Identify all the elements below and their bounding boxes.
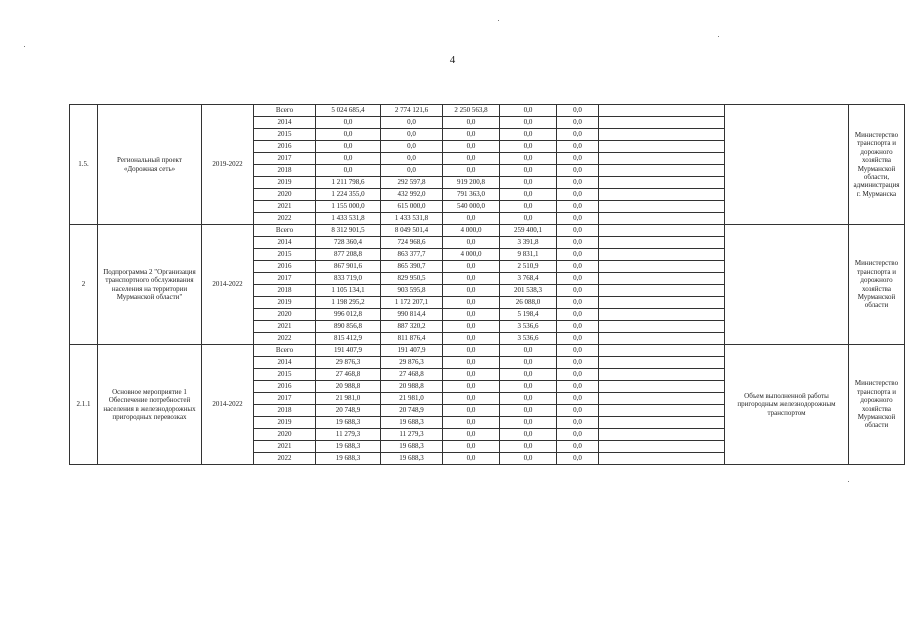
amount-federal: 540 000,0	[443, 201, 500, 213]
amount-regional: 19 688,3	[381, 441, 443, 453]
row-label: 2018	[254, 285, 316, 297]
row-label: 2015	[254, 129, 316, 141]
amount-total: 877 208,8	[316, 249, 381, 261]
amount-total: 1 433 531,8	[316, 213, 381, 225]
amount-regional: 615 000,0	[381, 201, 443, 213]
amount-regional: 11 279,3	[381, 429, 443, 441]
amount-local: 0,0	[500, 117, 557, 129]
table-body	[70, 105, 905, 465]
page-number: 4	[449, 54, 456, 66]
row-label: 2017	[254, 393, 316, 405]
amount-local: 0,0	[500, 213, 557, 225]
amount-local: 5 198,4	[500, 309, 557, 321]
amount-local: 0,0	[500, 177, 557, 189]
amount-local: 0,0	[500, 369, 557, 381]
blank-cell	[599, 225, 725, 237]
amount-regional: 292 597,8	[381, 177, 443, 189]
amount-federal: 0,0	[443, 273, 500, 285]
amount-local: 26 088,0	[500, 297, 557, 309]
amount-regional: 191 407,9	[381, 345, 443, 357]
amount-federal: 0,0	[443, 405, 500, 417]
amount-federal: 0,0	[443, 237, 500, 249]
scan-speck	[498, 20, 499, 21]
blank-cell	[599, 417, 725, 429]
blank-cell	[599, 141, 725, 153]
amount-federal: 0,0	[443, 129, 500, 141]
amount-local: 0,0	[500, 153, 557, 165]
amount-other: 0,0	[557, 237, 599, 249]
amount-total: 0,0	[316, 141, 381, 153]
amount-federal: 0,0	[443, 285, 500, 297]
amount-local: 3 768,4	[500, 273, 557, 285]
executor-cell: Министерство транспорта и дорожного хозяйства Мурманской области	[849, 225, 905, 345]
row-label: Всего	[254, 105, 316, 117]
amount-regional: 829 950,5	[381, 273, 443, 285]
amount-other: 0,0	[557, 189, 599, 201]
blank-cell	[599, 369, 725, 381]
amount-local: 0,0	[500, 141, 557, 153]
amount-total: 5 024 685,4	[316, 105, 381, 117]
amount-federal: 0,0	[443, 165, 500, 177]
amount-federal: 0,0	[443, 441, 500, 453]
blank-cell	[599, 237, 725, 249]
amount-federal: 0,0	[443, 393, 500, 405]
blank-cell	[599, 405, 725, 417]
amount-other: 0,0	[557, 249, 599, 261]
amount-total: 191 407,9	[316, 345, 381, 357]
amount-local: 0,0	[500, 129, 557, 141]
amount-total: 728 360,4	[316, 237, 381, 249]
amount-federal: 0,0	[443, 309, 500, 321]
blank-cell	[599, 201, 725, 213]
amount-other: 0,0	[557, 129, 599, 141]
scan-speck	[848, 481, 849, 482]
amount-total: 21 981,0	[316, 393, 381, 405]
row-label: 2020	[254, 309, 316, 321]
amount-total: 890 856,8	[316, 321, 381, 333]
amount-local: 0,0	[500, 405, 557, 417]
amount-total: 0,0	[316, 117, 381, 129]
amount-total: 29 876,3	[316, 357, 381, 369]
amount-other: 0,0	[557, 393, 599, 405]
executor-cell: Министерство транспорта и дорожного хозяйства Мурманской области	[849, 345, 905, 465]
amount-federal: 0,0	[443, 381, 500, 393]
amount-federal: 2 250 563,8	[443, 105, 500, 117]
amount-other: 0,0	[557, 381, 599, 393]
amount-federal: 0,0	[443, 117, 500, 129]
section-period: 2014-2022	[202, 345, 254, 465]
amount-federal: 0,0	[443, 213, 500, 225]
amount-local: 3 536,6	[500, 321, 557, 333]
amount-federal: 4 000,0	[443, 225, 500, 237]
amount-local: 0,0	[500, 441, 557, 453]
amount-local: 0,0	[500, 357, 557, 369]
amount-other: 0,0	[557, 117, 599, 129]
blank-cell	[599, 261, 725, 273]
blank-cell	[599, 321, 725, 333]
row-label: 2018	[254, 165, 316, 177]
amount-other: 0,0	[557, 273, 599, 285]
amount-regional: 20 748,9	[381, 405, 443, 417]
row-label: 2017	[254, 273, 316, 285]
section-number: 2	[70, 225, 98, 345]
amount-federal: 0,0	[443, 345, 500, 357]
amount-regional: 0,0	[381, 129, 443, 141]
blank-cell	[599, 153, 725, 165]
amount-total: 1 224 355,0	[316, 189, 381, 201]
amount-local: 0,0	[500, 429, 557, 441]
section-name: Подпрограмма 2 "Организация транспортного обслуживания населения на территории Мурманской области"	[98, 225, 202, 345]
amount-total: 19 688,3	[316, 417, 381, 429]
blank-cell	[599, 333, 725, 345]
indicator-cell: Объем выполненной работы пригородным железнодорожным транспортом	[725, 345, 849, 465]
amount-total: 815 412,9	[316, 333, 381, 345]
amount-regional: 903 595,8	[381, 285, 443, 297]
amount-other: 0,0	[557, 309, 599, 321]
section-period: 2019-2022	[202, 105, 254, 225]
amount-other: 0,0	[557, 405, 599, 417]
blank-cell	[599, 441, 725, 453]
amount-total: 867 901,6	[316, 261, 381, 273]
amount-federal: 0,0	[443, 261, 500, 273]
table-row	[70, 105, 905, 117]
amount-federal: 0,0	[443, 141, 500, 153]
amount-total: 1 198 295,2	[316, 297, 381, 309]
amount-other: 0,0	[557, 417, 599, 429]
amount-other: 0,0	[557, 369, 599, 381]
amount-regional: 724 968,6	[381, 237, 443, 249]
blank-cell	[599, 165, 725, 177]
amount-other: 0,0	[557, 285, 599, 297]
row-label: 2016	[254, 141, 316, 153]
amount-total: 20 748,9	[316, 405, 381, 417]
amount-regional: 811 876,4	[381, 333, 443, 345]
amount-local: 201 538,3	[500, 285, 557, 297]
amount-regional: 0,0	[381, 165, 443, 177]
amount-regional: 887 320,2	[381, 321, 443, 333]
amount-local: 0,0	[500, 105, 557, 117]
blank-cell	[599, 213, 725, 225]
row-label: 2016	[254, 381, 316, 393]
amount-federal: 0,0	[443, 321, 500, 333]
amount-other: 0,0	[557, 261, 599, 273]
row-label: 2018	[254, 405, 316, 417]
amount-other: 0,0	[557, 357, 599, 369]
amount-federal: 4 000,0	[443, 249, 500, 261]
amount-regional: 1 172 207,1	[381, 297, 443, 309]
amount-federal: 0,0	[443, 453, 500, 465]
amount-regional: 29 876,3	[381, 357, 443, 369]
row-label: 2015	[254, 249, 316, 261]
blank-cell	[599, 357, 725, 369]
amount-federal: 0,0	[443, 369, 500, 381]
amount-regional: 27 468,8	[381, 369, 443, 381]
blank-cell	[599, 189, 725, 201]
amount-other: 0,0	[557, 165, 599, 177]
amount-federal: 791 363,0	[443, 189, 500, 201]
amount-total: 1 211 798,6	[316, 177, 381, 189]
funding-table	[69, 104, 905, 465]
amount-other: 0,0	[557, 333, 599, 345]
amount-federal: 0,0	[443, 333, 500, 345]
amount-local: 0,0	[500, 345, 557, 357]
amount-regional: 0,0	[381, 141, 443, 153]
amount-total: 8 312 901,5	[316, 225, 381, 237]
blank-cell	[599, 453, 725, 465]
row-label: 2021	[254, 441, 316, 453]
row-label: 2014	[254, 357, 316, 369]
blank-cell	[599, 177, 725, 189]
amount-total: 833 719,0	[316, 273, 381, 285]
blank-cell	[599, 429, 725, 441]
row-label: 2019	[254, 297, 316, 309]
section-number: 2.1.1	[70, 345, 98, 465]
blank-cell	[599, 381, 725, 393]
amount-regional: 21 981,0	[381, 393, 443, 405]
amount-total: 0,0	[316, 165, 381, 177]
row-label: 2016	[254, 261, 316, 273]
amount-local: 0,0	[500, 189, 557, 201]
row-label: 2020	[254, 429, 316, 441]
table-row	[70, 225, 905, 237]
amount-regional: 1 433 531,8	[381, 213, 443, 225]
amount-regional: 20 988,8	[381, 381, 443, 393]
row-label: 2021	[254, 201, 316, 213]
amount-federal: 0,0	[443, 429, 500, 441]
amount-other: 0,0	[557, 105, 599, 117]
row-label: 2014	[254, 117, 316, 129]
blank-cell	[599, 285, 725, 297]
amount-other: 0,0	[557, 141, 599, 153]
amount-regional: 19 688,3	[381, 453, 443, 465]
amount-local: 0,0	[500, 201, 557, 213]
amount-total: 19 688,3	[316, 453, 381, 465]
amount-total: 20 988,8	[316, 381, 381, 393]
executor-cell: Министерство транспорта и дорожного хозяйства Мурманской области, администрация г. Мурманска	[849, 105, 905, 225]
amount-other: 0,0	[557, 453, 599, 465]
row-label: 2019	[254, 417, 316, 429]
blank-cell	[599, 309, 725, 321]
amount-total: 1 105 134,1	[316, 285, 381, 297]
section-period: 2014-2022	[202, 225, 254, 345]
blank-cell	[599, 129, 725, 141]
amount-local: 0,0	[500, 393, 557, 405]
amount-regional: 0,0	[381, 117, 443, 129]
section-number: 1.5.	[70, 105, 98, 225]
amount-other: 0,0	[557, 201, 599, 213]
amount-other: 0,0	[557, 177, 599, 189]
row-label: 2021	[254, 321, 316, 333]
blank-cell	[599, 393, 725, 405]
amount-regional: 8 049 501,4	[381, 225, 443, 237]
amount-other: 0,0	[557, 429, 599, 441]
amount-regional: 432 992,0	[381, 189, 443, 201]
amount-other: 0,0	[557, 153, 599, 165]
row-label: 2014	[254, 237, 316, 249]
amount-regional: 990 814,4	[381, 309, 443, 321]
amount-total: 0,0	[316, 153, 381, 165]
amount-local: 3 536,6	[500, 333, 557, 345]
blank-cell	[599, 249, 725, 261]
amount-federal: 919 200,8	[443, 177, 500, 189]
amount-regional: 863 377,7	[381, 249, 443, 261]
section-name: Основное мероприятие 1 Обеспечение потребностей населения в железнодорожных пригородных перевозках	[98, 345, 202, 465]
indicator-cell	[725, 105, 849, 225]
scan-speck	[24, 46, 25, 47]
row-label: 2017	[254, 153, 316, 165]
row-label: 2019	[254, 177, 316, 189]
indicator-cell	[725, 225, 849, 345]
blank-cell	[599, 297, 725, 309]
amount-other: 0,0	[557, 213, 599, 225]
amount-local: 3 391,8	[500, 237, 557, 249]
blank-cell	[599, 117, 725, 129]
amount-total: 19 688,3	[316, 441, 381, 453]
row-label: 2022	[254, 453, 316, 465]
amount-federal: 0,0	[443, 417, 500, 429]
amount-other: 0,0	[557, 297, 599, 309]
amount-regional: 0,0	[381, 153, 443, 165]
amount-regional: 19 688,3	[381, 417, 443, 429]
amount-regional: 865 390,7	[381, 261, 443, 273]
amount-local: 9 831,1	[500, 249, 557, 261]
amount-total: 996 012,8	[316, 309, 381, 321]
row-label: 2022	[254, 213, 316, 225]
blank-cell	[599, 345, 725, 357]
amount-federal: 0,0	[443, 297, 500, 309]
amount-local: 0,0	[500, 165, 557, 177]
amount-total: 27 468,8	[316, 369, 381, 381]
amount-other: 0,0	[557, 321, 599, 333]
blank-cell	[599, 273, 725, 285]
section-name: Региональный проект «Дорожная сеть»	[98, 105, 202, 225]
row-label: 2022	[254, 333, 316, 345]
row-label: Всего	[254, 225, 316, 237]
scan-speck	[718, 36, 719, 37]
amount-local: 259 400,1	[500, 225, 557, 237]
table-row	[70, 345, 905, 357]
amount-other: 0,0	[557, 345, 599, 357]
amount-total: 1 155 000,0	[316, 201, 381, 213]
amount-federal: 0,0	[443, 357, 500, 369]
amount-local: 2 510,9	[500, 261, 557, 273]
amount-local: 0,0	[500, 417, 557, 429]
amount-local: 0,0	[500, 453, 557, 465]
amount-other: 0,0	[557, 225, 599, 237]
amount-total: 11 279,3	[316, 429, 381, 441]
amount-federal: 0,0	[443, 153, 500, 165]
amount-other: 0,0	[557, 441, 599, 453]
amount-total: 0,0	[316, 129, 381, 141]
amount-regional: 2 774 121,6	[381, 105, 443, 117]
row-label: 2020	[254, 189, 316, 201]
blank-cell	[599, 105, 725, 117]
row-label: 2015	[254, 369, 316, 381]
amount-local: 0,0	[500, 381, 557, 393]
row-label: Всего	[254, 345, 316, 357]
